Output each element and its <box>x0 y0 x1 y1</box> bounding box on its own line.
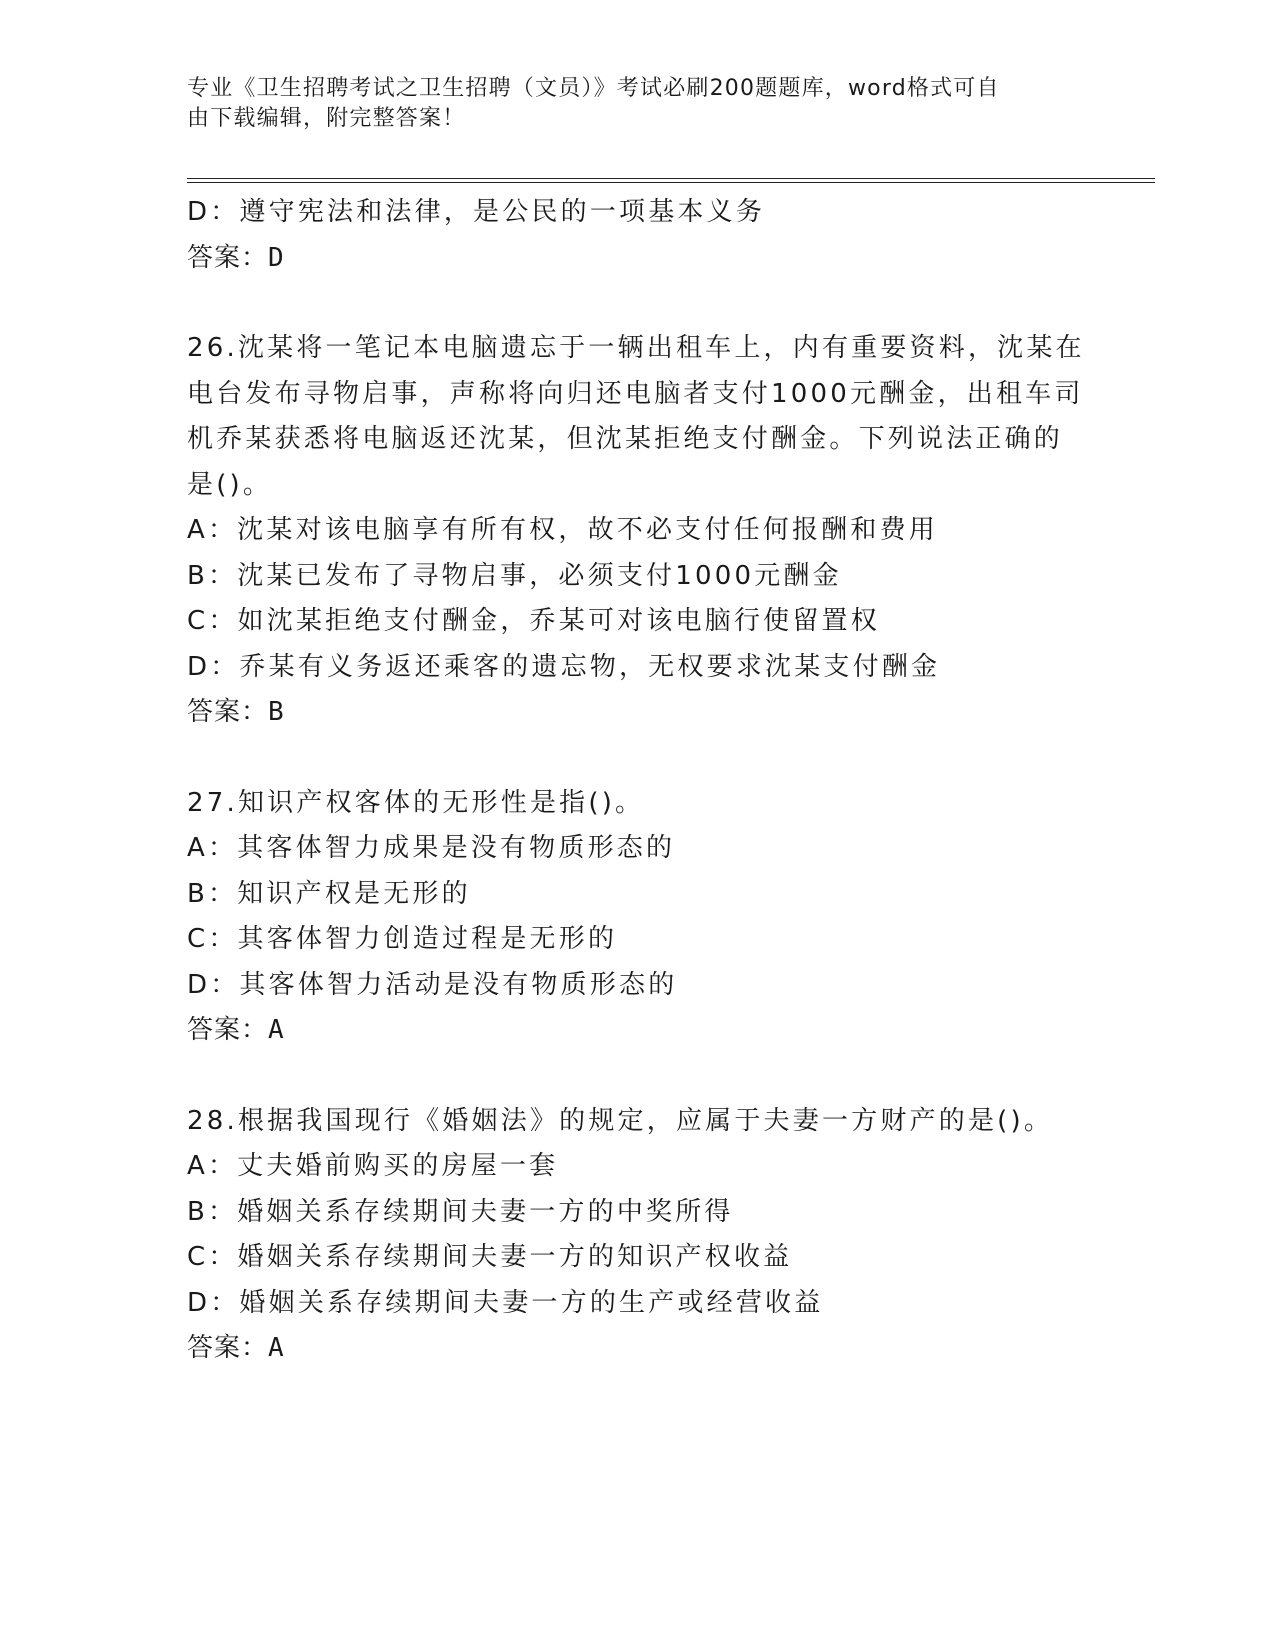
option-c: C：其客体智力创造过程是无形的 <box>187 924 618 954</box>
spacer <box>187 281 1087 326</box>
option-d: D：遵守宪法和法律，是公民的一项基本义务 <box>187 197 766 227</box>
question-27 <box>187 781 1087 1054</box>
question-text-line: 是()。 <box>187 469 273 500</box>
question-text-line: 电台发布寻物启事，声称将向归还电脑者支付1000元酬金，出租车司 <box>187 378 1084 409</box>
question-text-line: 26.沈某将一笔记本电脑遗忘于一辆出租车上，内有重要资料，沈某在 <box>187 333 1085 363</box>
question-text-line: 28.根据我国现行《婚姻法》的规定，应属于夫妻一方财产的是()。 <box>187 1105 1054 1136</box>
answer: 答案：D <box>187 242 285 273</box>
question-list <box>187 190 1087 1372</box>
option-a: A：其客体智力成果是没有物质形态的 <box>187 833 676 863</box>
option-c: C：婚姻关系存续期间夫妻一方的知识产权收益 <box>187 1242 793 1272</box>
option-d: D：其客体智力活动是没有物质形态的 <box>187 969 678 1000</box>
answer: 答案：B <box>187 697 285 727</box>
option-b: B：沈某已发布了寻物启事，必须支付1000元酬金 <box>187 560 842 591</box>
option-b: B：婚姻关系存续期间夫妻一方的中奖所得 <box>187 1196 734 1227</box>
header-divider <box>187 178 1155 183</box>
spacer <box>187 736 1087 781</box>
previous-question-tail <box>187 190 1087 281</box>
header-line-1: 专业《卫生招聘考试之卫生招聘（文员）》考试必刷200题题库，word格式可自 <box>187 76 1000 101</box>
option-b: B：知识产权是无形的 <box>187 878 471 909</box>
option-d: D：乔某有义务返还乘客的遗忘物，无权要求沈某支付酬金 <box>187 651 941 682</box>
option-c: C：如沈某拒绝支付酬金，乔某可对该电脑行使留置权 <box>187 606 880 636</box>
header-line-2: 由下载编辑，附完整答案！ <box>187 106 466 131</box>
page-header <box>187 74 1067 134</box>
spacer <box>187 1054 1087 1099</box>
question-26 <box>187 326 1087 736</box>
answer: 答案：A <box>187 1015 285 1045</box>
question-28 <box>187 1099 1087 1372</box>
question-text-line: 机乔某获悉将电脑返还沈某，但沈某拒绝支付酬金。下列说法正确的 <box>187 424 1064 454</box>
question-text-line: 27.知识产权客体的无形性是指()。 <box>187 787 645 818</box>
option-a: A：丈夫婚前购买的房屋一套 <box>187 1151 559 1181</box>
option-a: A：沈某对该电脑享有所有权，故不必支付任何报酬和费用 <box>187 515 938 545</box>
answer: 答案：A <box>187 1333 285 1363</box>
option-d: D：婚姻关系存续期间夫妻一方的生产或经营收益 <box>187 1287 824 1318</box>
